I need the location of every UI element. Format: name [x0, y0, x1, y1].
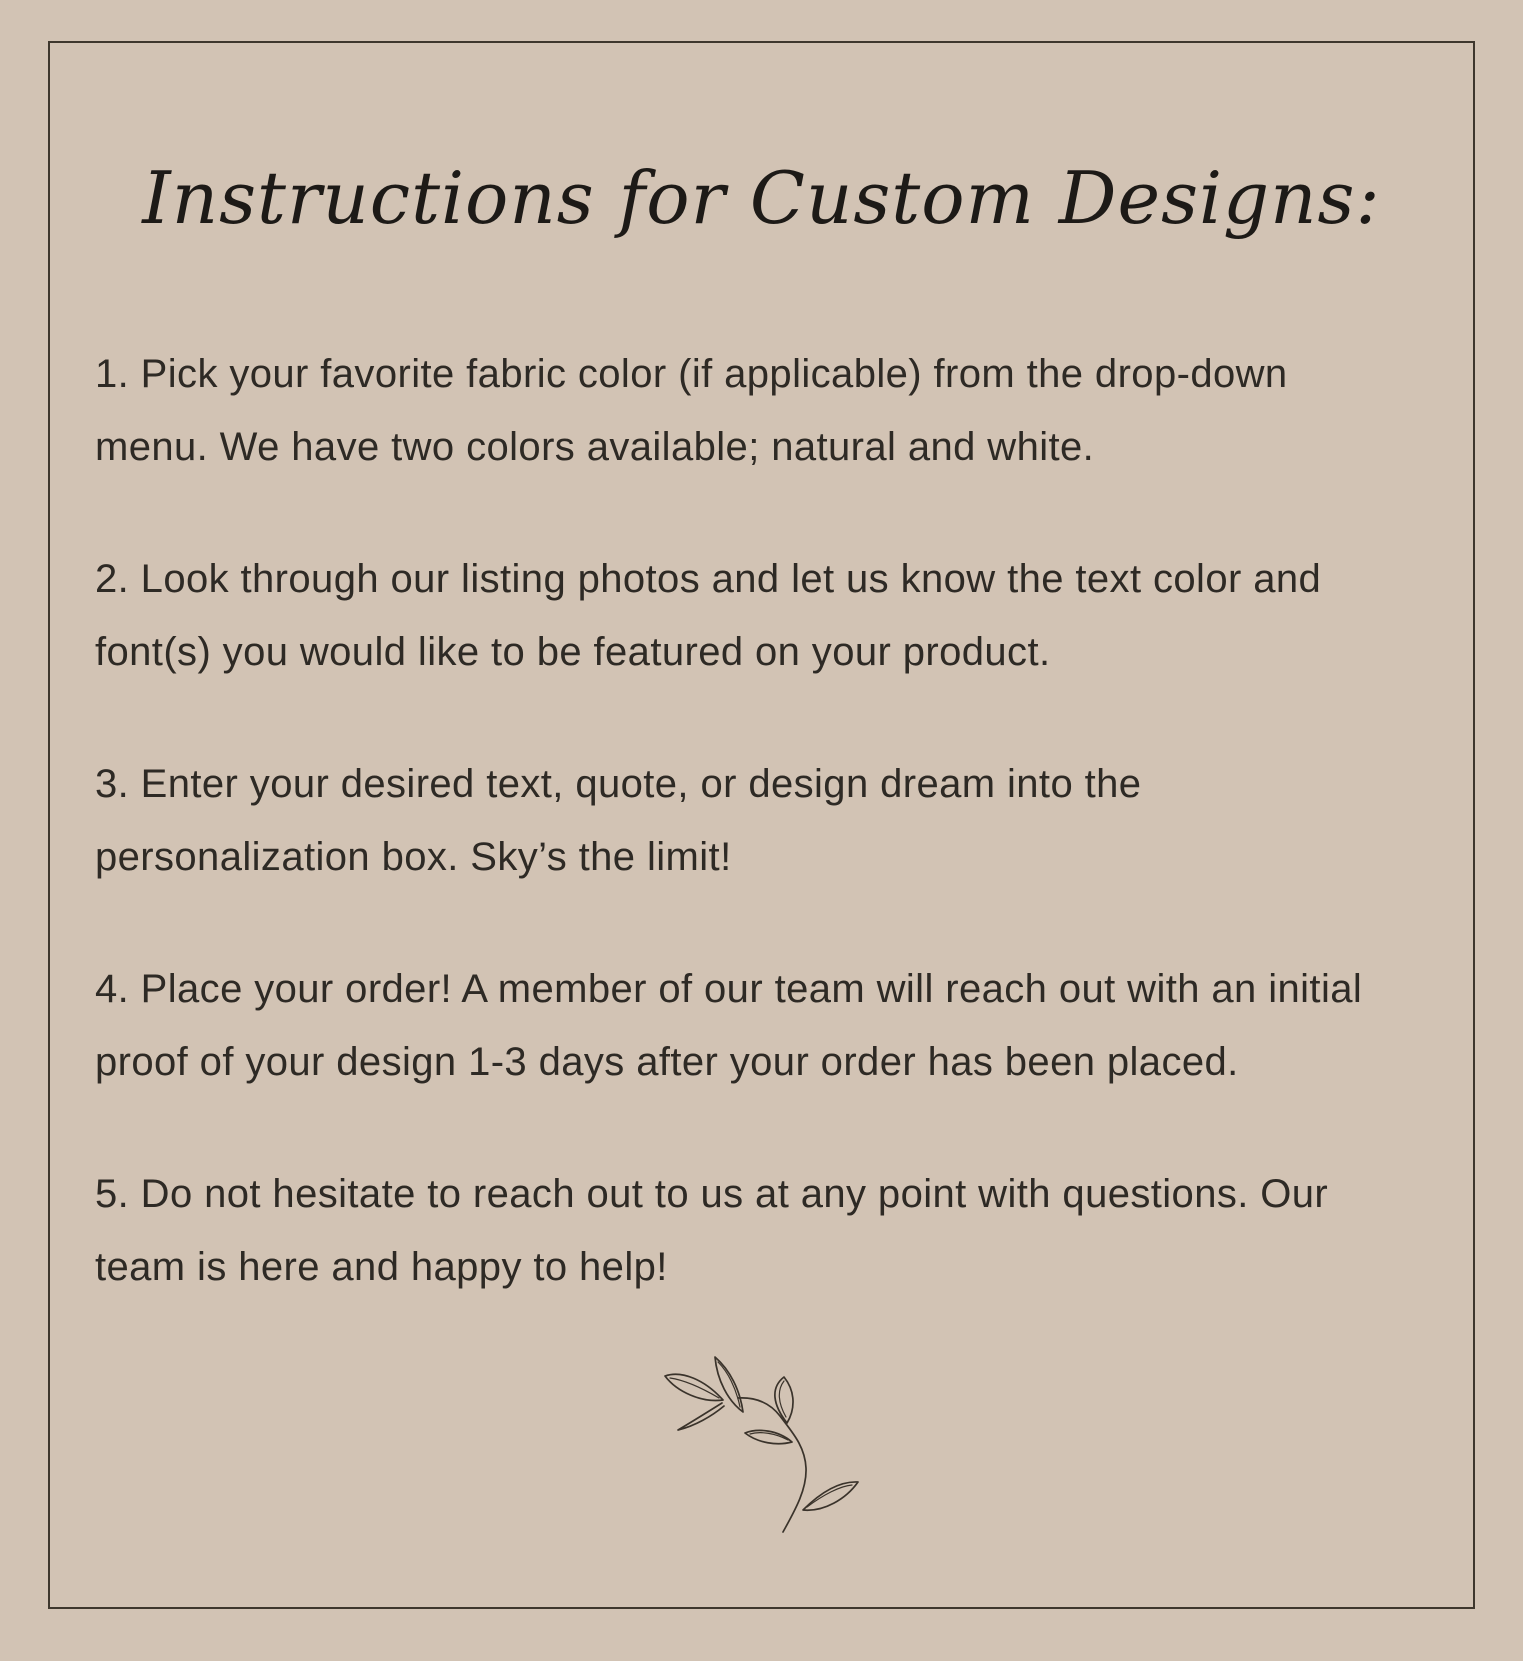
instruction-step-5: 5. Do not hesitate to reach out to us at any point with questions. Our team is here and happy to help!	[95, 1172, 1329, 1289]
instruction-step-3: 3. Enter your desired text, quote, or design dream into the personalization box. Sky’s the limit!	[95, 762, 1142, 879]
page-title: Instructions for Custom Designs:	[142, 156, 1381, 241]
leaf-branch-icon	[640, 1340, 880, 1540]
instructions-list	[95, 338, 1411, 1363]
instruction-step-2: 2. Look through our listing photos and let us know the text color and font(s) you would like to be featured on your product.	[95, 557, 1322, 674]
instruction-step-4: 4. Place your order! A member of our team will reach out with an initial proof of your design 1-3 days after your order has been placed.	[95, 967, 1363, 1084]
botanical-branch-illustration	[640, 1340, 880, 1540]
instruction-step-1: 1. Pick your favorite fabric color (if applicable) from the drop-down menu. We have two colors available; natural and white.	[95, 352, 1288, 469]
